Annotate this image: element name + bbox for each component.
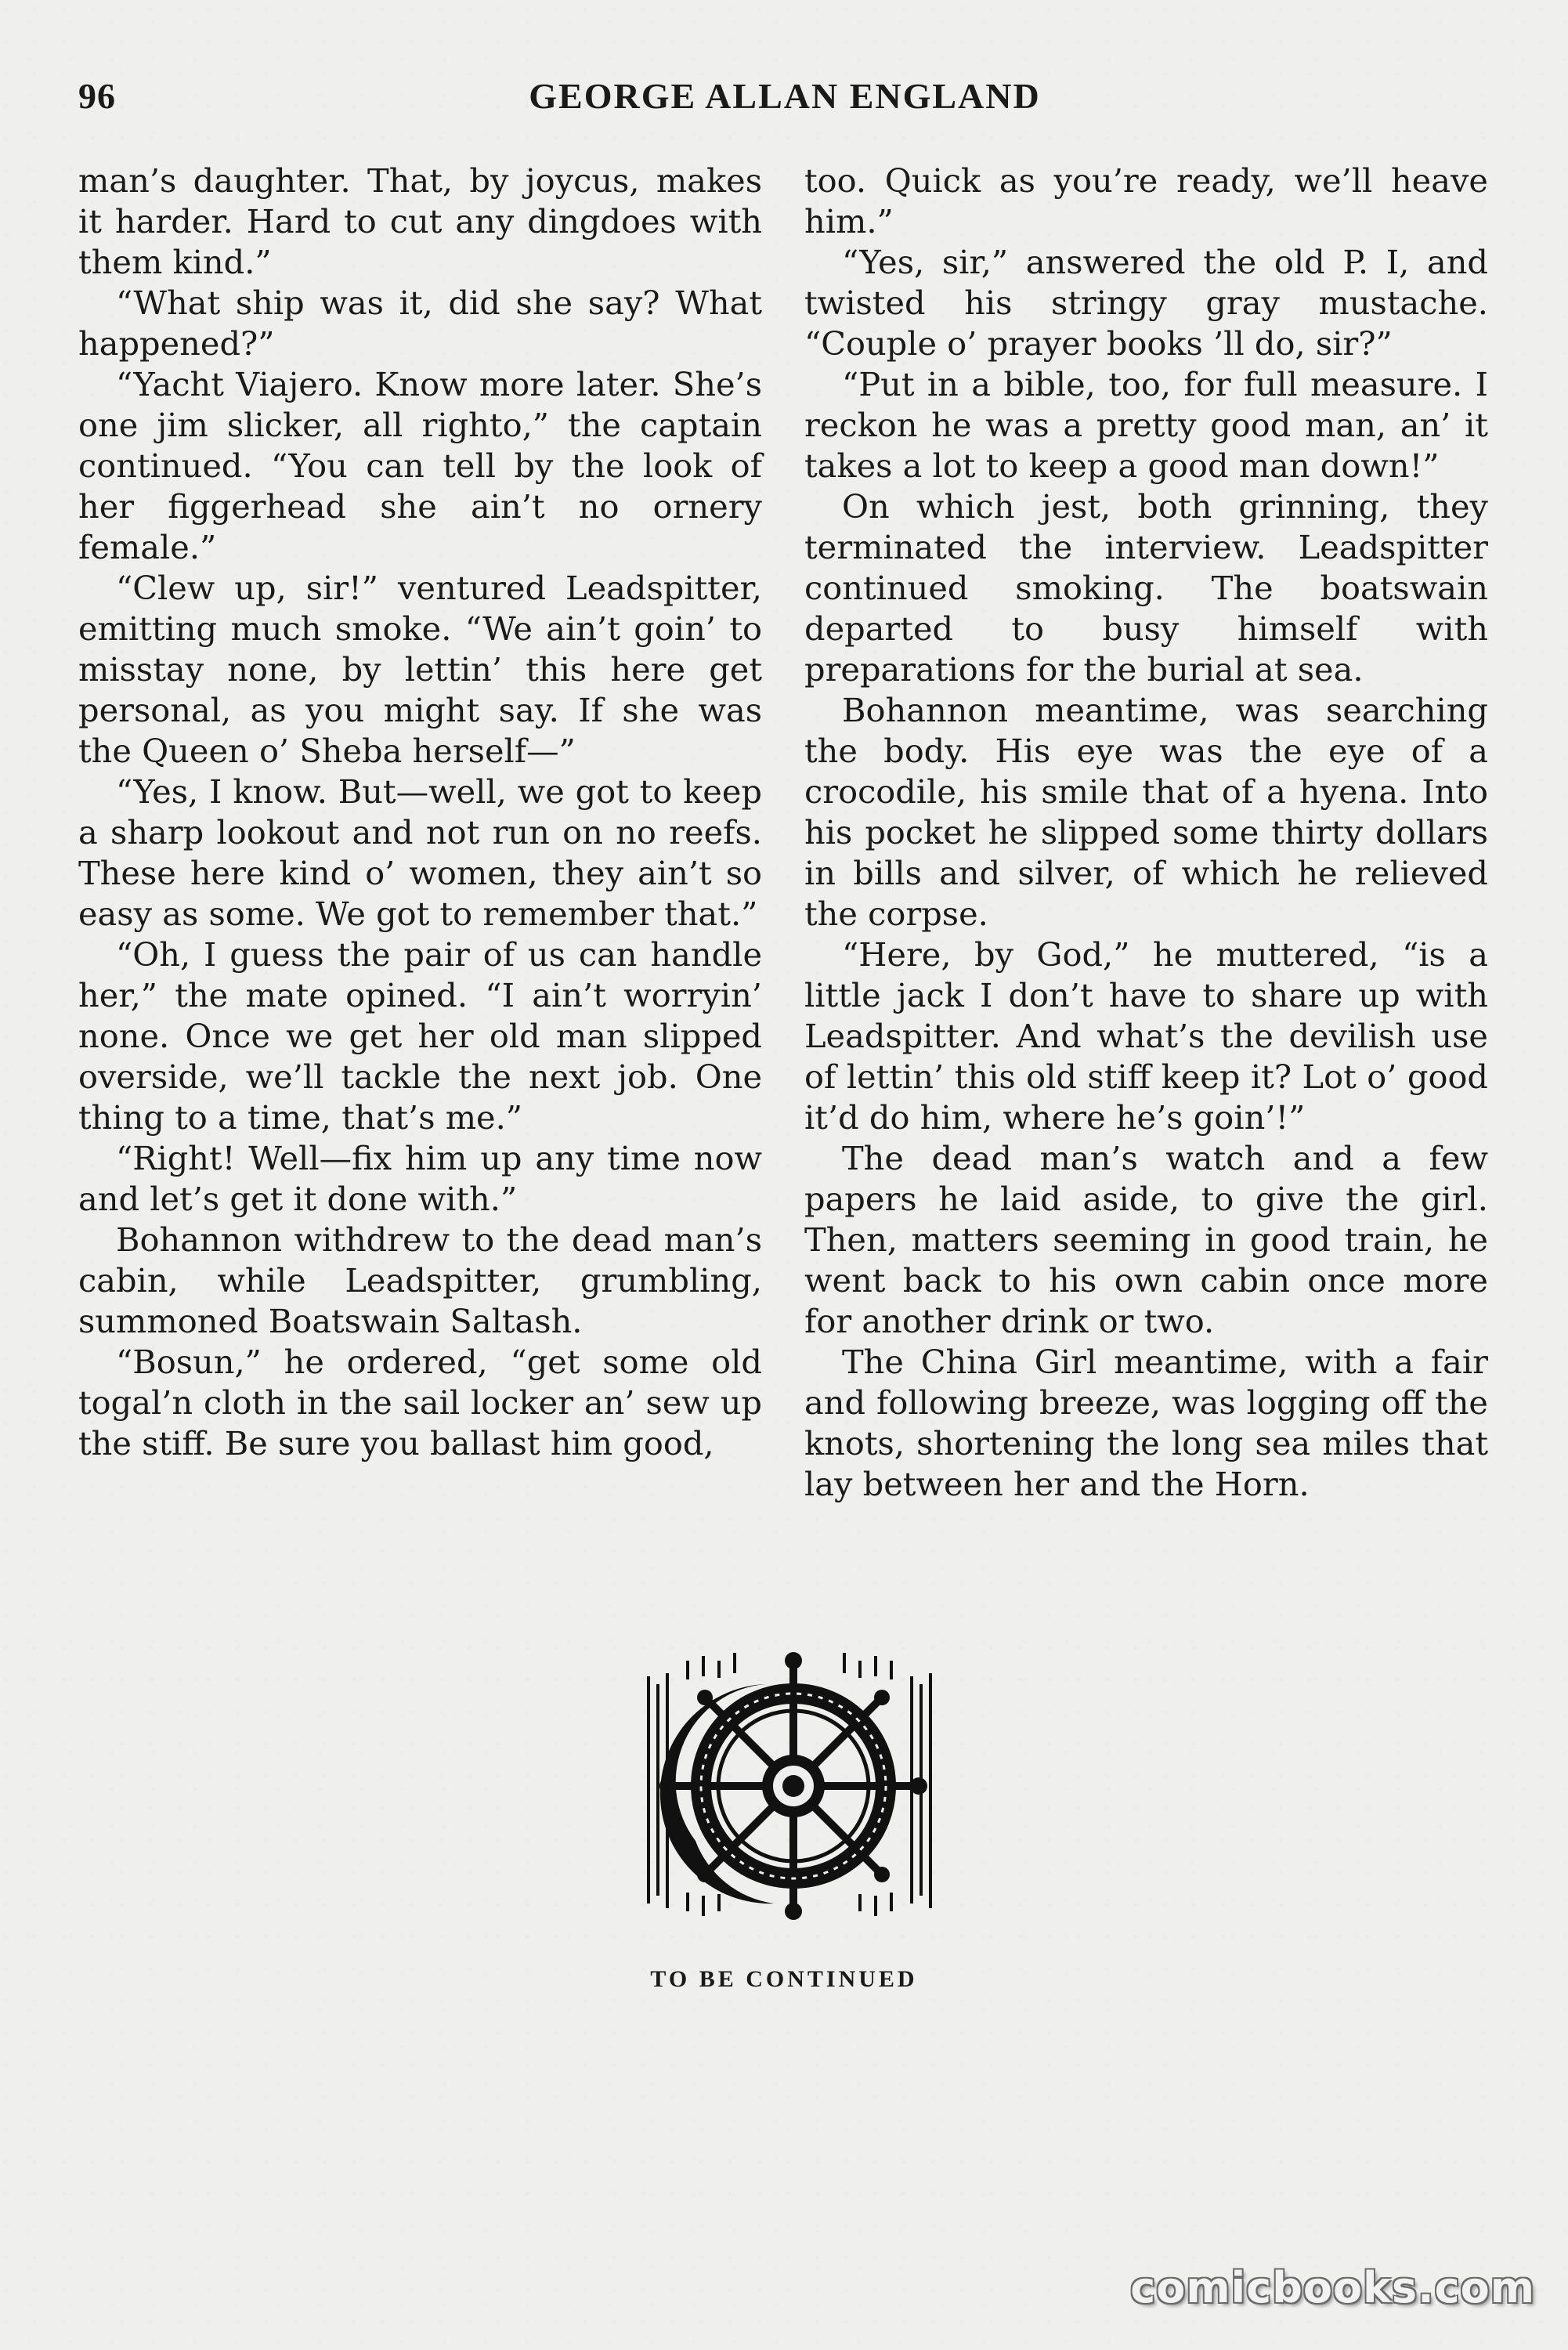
paragraph: Bohannon meantime, was searching the body. His eye was the eye of a crocodile, his smile that of a hyena. Into his pocket he slipped some thirty dollars in bills and silver, of which he relieved the corpse. bbox=[804, 691, 1488, 933]
paragraph: “Put in a bible, too, for full measure. I reckon he was a pretty good man, an’ it takes a lot to keep a good man down!” bbox=[804, 365, 1488, 485]
paragraph: man’s daughter. That, by joycus, makes it harder. Hard to cut any dingdoes with them kind.” bbox=[78, 161, 762, 281]
paragraph: “Here, by God,” he muttered, “is a little jack I don’t have to share up with Leadspitter. And what’s the devilish use of lettin’ this old stiff keep it? Lot o’ good it’d do him, where he’s goin’!” bbox=[804, 935, 1488, 1137]
page-number: 96 bbox=[78, 76, 116, 116]
paragraph: “Yacht Viajero. Know more later. She’s one jim slicker, all righto,” the captain continued. “You can tell by the look of her figgerhead she ain’t no ornery female.” bbox=[78, 365, 762, 566]
watermark-logo: comicbooks.com bbox=[1130, 2263, 1535, 2312]
paragraph: “What ship was it, did she say? What happened?” bbox=[78, 284, 762, 363]
ship-wheel-icon bbox=[641, 1645, 938, 1927]
running-head: GEORGE ALLAN ENGLAND bbox=[529, 76, 1041, 116]
paragraph: too. Quick as you’re ready, we’ll heave him.” bbox=[804, 161, 1488, 240]
paragraph: The dead man’s watch and a few papers he laid aside, to give the girl. Then, matters seeming in good train, he went back to his own cabin once more for another drink or two. bbox=[804, 1139, 1488, 1340]
paragraph: On which jest, both grinning, they terminated the interview. Leadspitter continued smoking. The boatswain departed to busy himself with preparations for the burial at sea. bbox=[804, 487, 1488, 689]
paragraph: “Oh, I guess the pair of us can handle her,” the mate opined. “I ain’t worryin’ none. Once we get her old man slipped overside, we’ll tackle the next job. One thing to a time, that’s me.” bbox=[78, 935, 762, 1137]
paragraph: “Right! Well—fix him up any time now and let’s get it done with.” bbox=[78, 1139, 762, 1218]
paragraph: “Bosun,” he ordered, “get some old togal’n cloth in the sail locker an’ sew up the stiff. Be sure you ballast him good, bbox=[78, 1343, 762, 1462]
paragraph: Bohannon withdrew to the dead man’s cabin, while Leadspitter, grumbling, summoned Boatswain Saltash. bbox=[78, 1220, 762, 1340]
paragraph: “Clew up, sir!” ventured Leadspitter, emitting much smoke. “We ain’t goin’ to misstay none, by lettin’ this here get personal, as you might say. If she was the Queen o’ Sheba herself—” bbox=[78, 569, 762, 770]
page-header bbox=[78, 75, 1491, 122]
paragraph: “Yes, I know. But—well, we got to keep a sharp lookout and not run on no reefs. These here kind o’ women, they ain’t so easy as some. We got to remember that.” bbox=[78, 772, 762, 933]
paragraph: “Yes, sir,” answered the old P. I, and twisted his stringy gray mustache. “Couple o’ prayer books ’ll do, sir?” bbox=[804, 243, 1488, 363]
left-column bbox=[78, 161, 762, 1464]
paragraph: The China Girl meantime, with a fair and following breeze, was logging off the knots, shortening the long sea miles that lay between her and the Horn. bbox=[804, 1343, 1488, 1503]
right-column bbox=[804, 161, 1488, 1505]
to-be-continued: TO BE CONTINUED bbox=[650, 1966, 918, 1992]
